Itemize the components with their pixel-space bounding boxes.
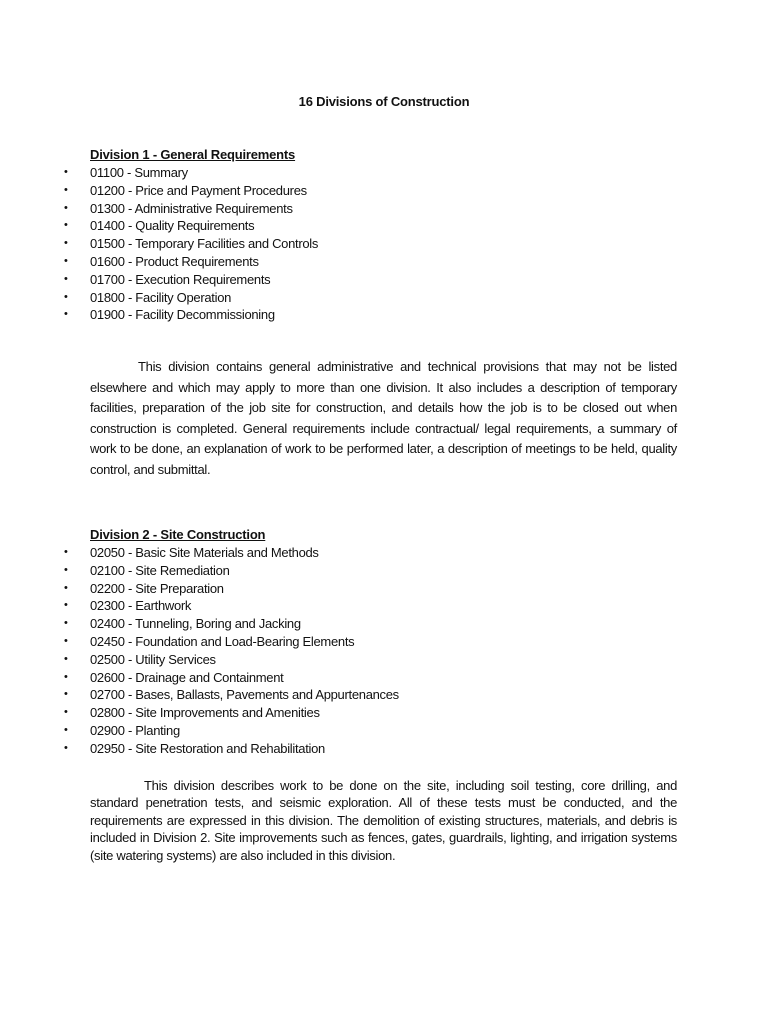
- division-2-description: This division describes work to be done on the site, including soil testing, core drilling, and standard penetration tests, and seismic exploration. All of these tests must be conducted, and the requirements are expressed in this division. The demolition of existing structures, materials, and debris is included in Division 2. Site improvements such as fences, gates, guardrails, lighting, and irrigation systems (site watering systems) are also included in this division.: [90, 778, 677, 863]
- list-item: [0, 306, 318, 324]
- list-item-text: 01600 - Product Requirements: [90, 253, 259, 269]
- list-item: [0, 597, 399, 615]
- bullet-icon: •: [64, 237, 68, 250]
- bullet-icon: •: [64, 290, 68, 303]
- list-item: [0, 164, 318, 182]
- list-item-text: 02050 - Basic Site Materials and Methods: [90, 545, 319, 560]
- list-item-text: 02800 - Site Improvements and Amenities: [90, 705, 320, 721]
- list-item-text: 02450 - Foundation and Load-Bearing Elements: [90, 633, 355, 649]
- bullet-icon: •: [64, 308, 68, 321]
- list-item-text: 02200 - Site Preparation: [90, 580, 224, 596]
- list-item: [0, 704, 399, 722]
- list-item-text: 02600 - Drainage and Containment: [90, 669, 284, 685]
- list-item: [0, 200, 318, 218]
- bullet-icon: •: [64, 599, 68, 612]
- list-item: [0, 182, 318, 200]
- list-item-text: 02400 - Tunneling, Boring and Jacking: [90, 616, 301, 632]
- list-item: [0, 289, 318, 307]
- list-item-text: 01100 - Summary: [90, 165, 188, 180]
- list-item-text: 01400 - Quality Requirements: [90, 218, 255, 234]
- list-item: [0, 544, 399, 562]
- bullet-icon: •: [64, 201, 68, 214]
- list-item-text: 01500 - Temporary Facilities and Controls: [90, 236, 319, 252]
- list-item-text: 02950 - Site Restoration and Rehabilitation: [90, 740, 325, 756]
- bullet-icon: •: [64, 183, 68, 196]
- list-item: [0, 615, 399, 633]
- list-item: [0, 722, 399, 740]
- division-1-list: [0, 164, 318, 324]
- list-item: [0, 235, 318, 253]
- list-item: [0, 633, 399, 651]
- bullet-icon: •: [64, 706, 68, 719]
- page-title: 16 Divisions of Construction: [298, 94, 470, 109]
- list-item-text: 02300 - Earthwork: [90, 598, 192, 614]
- division-1-description: This division contains general administrative and technical provisions that may not be listed elsewhere and which may apply to more than one division. It also includes a description of temporary facilities, preparation of the job site for construction, and details how the job is to be closed out when construction is completed. General requirements include contractual/ legal requirements, a summary of work to be done, an explanation of work to be performed later, a description of meetings to be held, quality control, and submittal.: [90, 359, 677, 477]
- list-item: [0, 217, 318, 235]
- bullet-icon: •: [64, 652, 68, 665]
- bullet-icon: •: [64, 670, 68, 683]
- division-2-heading: Division 2 - Site Construction: [90, 527, 266, 542]
- list-item-text: 02500 - Utility Services: [90, 651, 216, 667]
- bullet-icon: •: [64, 688, 68, 701]
- bullet-icon: •: [64, 546, 68, 558]
- division-2-list: [0, 544, 399, 758]
- list-item: [0, 562, 399, 580]
- list-item: [0, 686, 399, 704]
- list-item-text: 02900 - Planting: [90, 722, 180, 738]
- list-item: [0, 271, 318, 289]
- bullet-icon: •: [64, 723, 68, 736]
- bullet-icon: •: [64, 634, 68, 647]
- bullet-icon: •: [64, 272, 68, 285]
- list-item: [0, 669, 399, 687]
- list-item: [0, 740, 399, 758]
- bullet-icon: •: [64, 166, 68, 178]
- list-item-text: 01800 - Facility Operation: [90, 289, 232, 305]
- list-item-text: 02100 - Site Remediation: [90, 562, 230, 578]
- bullet-icon: •: [64, 617, 68, 630]
- bullet-icon: •: [64, 563, 68, 576]
- bullet-icon: •: [64, 254, 68, 267]
- list-item: [0, 253, 318, 271]
- list-item-text: 01900 - Facility Decommissioning: [90, 307, 275, 323]
- list-item: [0, 580, 399, 598]
- list-item: [0, 651, 399, 669]
- bullet-icon: •: [64, 219, 68, 232]
- division-1-heading: Division 1 - General Requirements: [90, 147, 296, 162]
- list-item-text: 01700 - Execution Requirements: [90, 271, 271, 287]
- bullet-icon: •: [64, 741, 68, 754]
- bullet-icon: •: [64, 581, 68, 594]
- list-item-text: 01300 - Administrative Requirements: [90, 200, 293, 216]
- list-item-text: 02700 - Bases, Ballasts, Pavements and Appurtenances: [90, 687, 399, 703]
- list-item-text: 01200 - Price and Payment Procedures: [90, 182, 307, 198]
